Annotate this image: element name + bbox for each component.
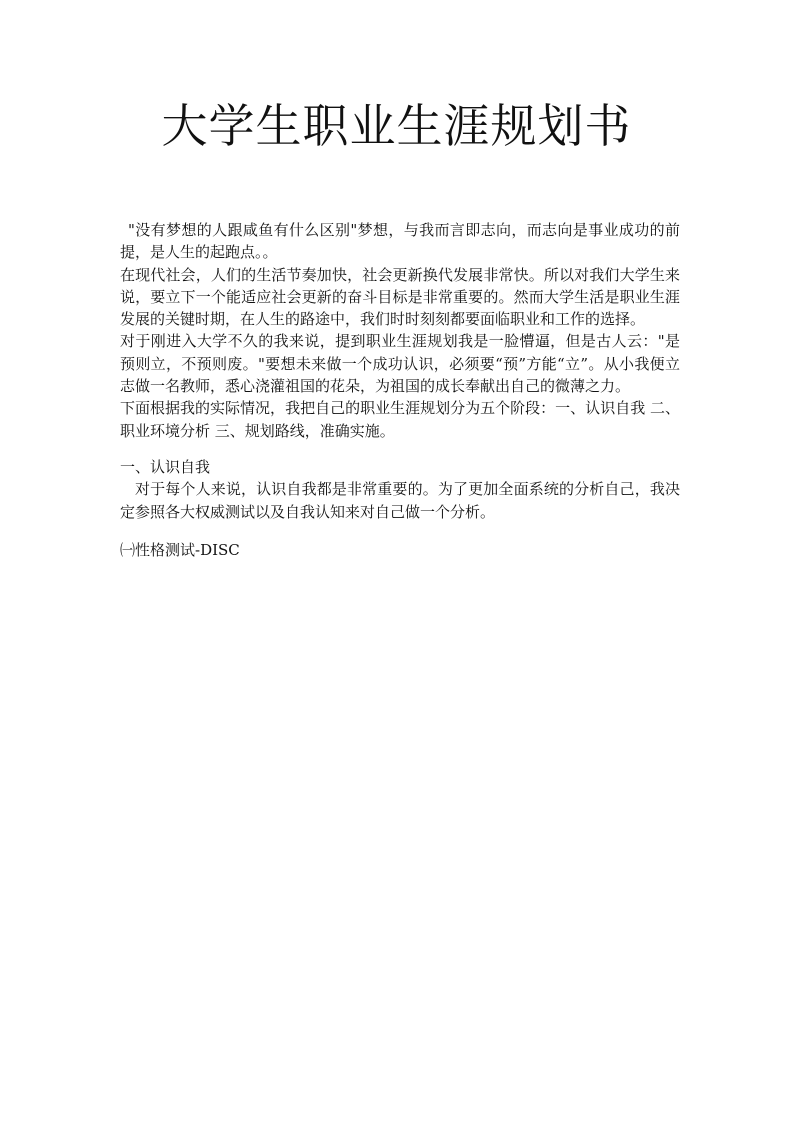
intro-paragraph-3: 对于刚进入大学不久的我来说，提到职业生涯规划我是一脸懵逼，但是古人云："是预则立，不预则废。"要想未来做一个成功认识，必须要“预”方能“立”。从小我便立志做一名教师，悉心浇灌祖国的花朵，为祖国的成长奉献出自己的微薄之力。 bbox=[120, 332, 680, 396]
document-title: 大学生职业生涯规划书 bbox=[161, 99, 632, 153]
intro-paragraph-1: "没有梦想的人跟咸鱼有什么区别"梦想，与我而言即志向，而志向是事业成功的前提，是人生的起跑点。。 bbox=[120, 221, 680, 262]
subsection-heading-personality-test: ㈠性格测试-DISC bbox=[120, 540, 240, 559]
section-heading-self-awareness: 一、认识自我 bbox=[120, 457, 211, 476]
paragraph-spacer bbox=[120, 523, 680, 539]
paragraph-spacer bbox=[120, 442, 680, 456]
document-body bbox=[120, 219, 680, 561]
section-body-self-awareness: 对于每个人来说，认识自我都是非常重要的。为了更加全面系统的分析自己，我决定参照各大权威测试以及自我认知来对自己做一个分析。 bbox=[120, 480, 680, 521]
intro-paragraph-2: 在现代社会，人们的生活节奏加快，社会更新换代发展非常快。所以对我们大学生来说，要立下一个能适应社会更新的奋斗目标是非常重要的。然而大学生活是职业生涯发展的关键时期，在人生的路途中，我们时时刻刻都要面临职业和工作的选择。 bbox=[120, 265, 680, 329]
intro-paragraph-4: 下面根据我的实际情况，我把自己的职业生涯规划分为五个阶段：一、认识自我 二、职业环境分析 三、规划路线，准确实施。 bbox=[120, 399, 680, 440]
